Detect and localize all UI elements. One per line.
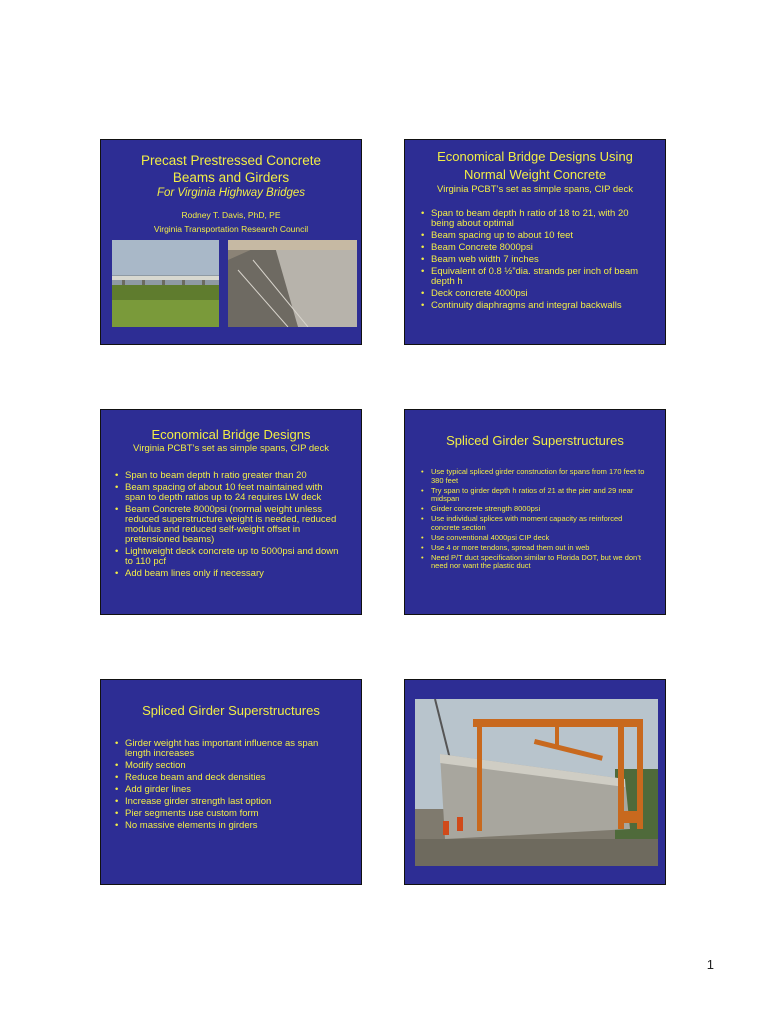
page-number: 1 [706,957,714,972]
list-item: • No massive elements in girders [115,821,345,831]
list-item: • Continuity diaphragms and integral backwalls [421,301,647,311]
list-item: • Use 4 or more tendons, spread them out in web [421,544,651,553]
list-item: • Span to beam depth h ratio of 18 to 21, with 20 being about optimal [421,209,647,229]
author: Rodney T. Davis, PhD, PE [181,210,281,220]
slide-subtitle: For Virginia Highway Bridges [156,187,306,199]
organization: Virginia Transportation Research Council [153,224,309,234]
slide-3 [100,409,362,615]
slide-2 [404,139,666,345]
slide-title: Spliced Girder Superstructures [142,703,320,718]
list-item: • Beam spacing up to about 10 feet [421,231,647,241]
list-item: • Add beam lines only if necessary [115,569,345,579]
slide-title-line1: Economical Bridge Designs Using [437,149,633,164]
slide-title-line2: Normal Weight Concrete [463,167,607,182]
list-item: • Use individual splices with moment capacity as reinforced concrete section [421,515,651,532]
list-item: • Beam spacing of about 10 feet maintained with span to depth ratios up to 24 requires LW deck [115,483,345,503]
list-item: • Use typical spliced girder construction for spans from 170 feet to 380 feet [421,468,651,485]
list-item: • Equivalent of 0.8 ½”dia. strands per inch of beam depth h [421,267,647,287]
slide-title-line2: Beams and Girders [172,170,290,185]
list-item: • Modify section [115,761,345,771]
slide-5 [100,679,362,885]
list-item: • Span to beam depth h ratio greater than 20 [115,471,345,481]
slide-title: Economical Bridge Designs [151,427,311,442]
bridge-photo [112,240,219,327]
slide-subtitle: Virginia PCBT’s set as simple spans, CIP deck [133,443,329,454]
bullet-list [115,471,345,579]
slide-4 [404,409,666,615]
list-item: • Beam Concrete 8000psi [421,243,647,253]
bullet-list [421,209,647,311]
list-item: • Need P/T duct specification similar to Florida DOT, but we don’t need nor want the plastic duct [421,554,651,571]
list-item: • Beam Concrete 8000psi (normal weight unless reduced superstructure weight is needed, reduced modulus and reduced self-weight offset in pretensioned beams) [115,505,345,545]
bullet-list [115,739,345,831]
list-item: • Girder concrete strength 8000psi [421,505,651,514]
bullet-list [421,468,651,571]
list-item: • Lightweight deck concrete up to 5000psi and down to 110 pcf [115,547,345,567]
deck-photo [228,240,357,327]
list-item: • Try span to girder depth h ratios of 21 at the pier and 29 near midspan [421,487,651,504]
slide-6 [404,679,666,885]
list-item: • Reduce beam and deck densities [115,773,345,783]
list-item: • Add girder lines [115,785,345,795]
list-item: • Pier segments use custom form [115,809,345,819]
list-item: • Increase girder strength last option [115,797,345,807]
slide-1 [100,139,362,345]
slide-title: Spliced Girder Superstructures [446,433,624,448]
slide-subtitle: Virginia PCBT’s set as simple spans, CIP deck [437,184,633,195]
list-item: • Girder weight has important influence as span length increases [115,739,345,759]
list-item: • Use conventional 4000psi CIP deck [421,534,651,543]
list-item: • Beam web width 7 inches [421,255,647,265]
girder-construction-photo [415,699,658,866]
list-item: • Deck concrete 4000psi [421,289,647,299]
slide-title-line1: Precast Prestressed Concrete [140,153,322,168]
